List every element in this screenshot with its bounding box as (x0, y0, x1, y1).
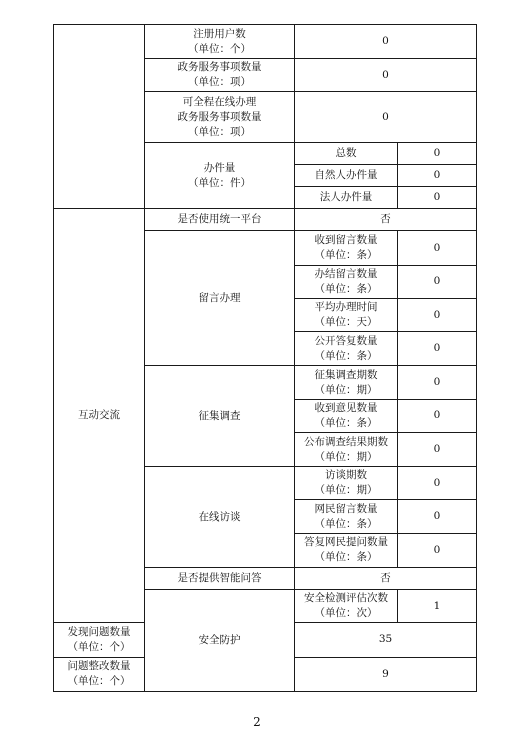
security-fixed-label: 问题整改数量 （单位：个） (54, 657, 145, 691)
messages-avg-time-value: 0 (398, 298, 477, 331)
row-registered-users (54, 25, 477, 59)
handled-label: 办件量 （单位：件） (145, 142, 295, 208)
security-checks-value: 1 (398, 590, 477, 623)
handled-legal-value: 0 (398, 187, 477, 209)
survey-opinions-value: 0 (398, 399, 477, 432)
survey-results-value: 0 (398, 432, 477, 466)
interview-messages-label: 网民留言数量 （单位：条） (295, 500, 398, 533)
messages-public-replies-value: 0 (398, 332, 477, 366)
online-items-label: 可全程在线办理 政务服务事项数量 （单位：项） (145, 92, 295, 142)
survey-results-label: 公布调查结果期数 （单位：期） (295, 432, 398, 466)
messages-received-label: 收到留言数量 （单位：条） (295, 231, 398, 265)
messages-concluded-value: 0 (398, 265, 477, 298)
messages-avg-time-label: 平均办理时间 （单位：天） (295, 298, 398, 331)
interview-periods-value: 0 (398, 467, 477, 500)
interview-answers-value: 0 (398, 533, 477, 567)
security-issues-label: 发现问题数量 （单位：个） (54, 623, 145, 657)
smart-qa-value: 否 (295, 567, 477, 589)
interview-messages-value: 0 (398, 500, 477, 533)
registered-users-label: 注册用户数 （单位：个） (145, 25, 295, 59)
registered-users-value: 0 (295, 25, 477, 59)
statistics-table (53, 24, 477, 692)
gov-service-items-label: 政务服务事项数量 （单位：项） (145, 59, 295, 92)
handled-total-label: 总数 (295, 142, 398, 164)
interview-answers-label: 答复网民提问数量 （单位：条） (295, 533, 398, 567)
handled-natural-value: 0 (398, 165, 477, 187)
top-section-cell (54, 25, 145, 209)
messages-concluded-label: 办结留言数量 （单位：条） (295, 265, 398, 298)
survey-periods-value: 0 (398, 366, 477, 399)
online-items-value: 0 (295, 92, 477, 142)
survey-group-label: 征集调查 (145, 366, 295, 467)
handled-natural-label: 自然人办件量 (295, 165, 398, 187)
survey-opinions-label: 收到意见数量 （单位：条） (295, 399, 398, 432)
smart-qa-label: 是否提供智能问答 (145, 567, 295, 589)
handled-total-value: 0 (398, 142, 477, 164)
security-fixed-value: 9 (295, 657, 477, 691)
unified-platform-value: 否 (295, 209, 477, 231)
page-number: 2 (253, 715, 261, 729)
security-section-label: 安全防护 (145, 590, 295, 692)
interaction-section-label: 互动交流 (54, 209, 145, 623)
messages-group-label: 留言办理 (145, 231, 295, 366)
handled-legal-label: 法人办件量 (295, 187, 398, 209)
interview-group-label: 在线访谈 (145, 467, 295, 568)
row-unified-platform (54, 209, 477, 231)
survey-periods-label: 征集调查期数 （单位：期） (295, 366, 398, 399)
messages-public-replies-label: 公开答复数量 （单位：条） (295, 332, 398, 366)
messages-received-value: 0 (398, 231, 477, 265)
interview-periods-label: 访谈期数 （单位：期） (295, 467, 398, 500)
security-issues-value: 35 (295, 623, 477, 657)
unified-platform-label: 是否使用统一平台 (145, 209, 295, 231)
gov-service-items-value: 0 (295, 59, 477, 92)
security-checks-label: 安全检测评估次数 （单位：次） (295, 590, 398, 623)
